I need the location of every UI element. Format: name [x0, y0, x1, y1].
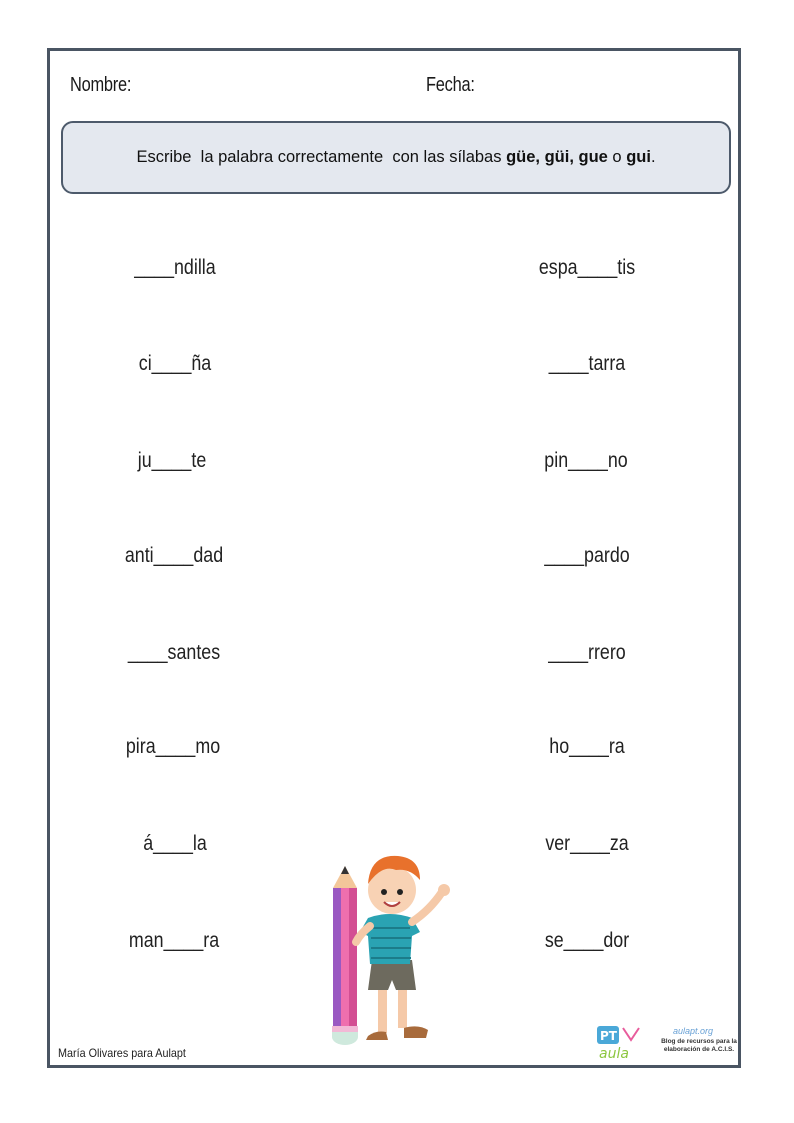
word-left-5: ____santes — [127, 641, 221, 664]
instruction-text — [136, 148, 655, 167]
word-left-2: ci____ña — [138, 352, 212, 375]
word-right-4: ____pardo — [544, 544, 630, 567]
word-right-1: espa____tis — [538, 256, 636, 279]
instruction-connector: o — [607, 148, 627, 166]
instruction-last-syllable: gui — [626, 148, 651, 166]
instruction-prefix: Escribe la palabra correctamente con las sílabas — [136, 148, 507, 166]
svg-text:aula: aula — [599, 1046, 629, 1062]
word-right-5: ____rrero — [548, 641, 626, 664]
instruction-syllables: güe, güi, gue — [506, 148, 608, 166]
boy-with-pencil-illustration — [320, 848, 470, 1054]
svg-text:PT: PT — [600, 1029, 617, 1043]
word-left-1: ____ndilla — [134, 256, 216, 279]
word-right-3: pin____no — [544, 449, 628, 472]
word-left-6: pira____mo — [125, 735, 221, 758]
name-label: Nombre: — [70, 74, 132, 96]
word-left-3: ju____te — [137, 449, 207, 472]
author-credit: María Olivares para Aulapt — [58, 1046, 186, 1060]
word-right-6: ho____ra — [549, 735, 625, 758]
word-right-8: se____dor — [544, 929, 630, 952]
instruction-box — [61, 121, 731, 194]
word-left-7: á____la — [143, 832, 207, 855]
aulapt-logo — [595, 1024, 740, 1064]
logo-tagline: Blog de recursos para la elaboración de A.C.I.S. — [661, 1038, 737, 1053]
word-left-4: anti____dad — [124, 544, 224, 567]
pt-aula-logo-icon — [595, 1024, 655, 1064]
word-right-2: ____tarra — [548, 352, 626, 375]
word-left-8: man____ra — [128, 929, 220, 952]
date-label: Fecha: — [426, 74, 475, 96]
instruction-end: . — [650, 148, 656, 166]
word-right-7: ver____za — [545, 832, 629, 855]
logo-site-text: aulapt.org — [673, 1026, 714, 1036]
